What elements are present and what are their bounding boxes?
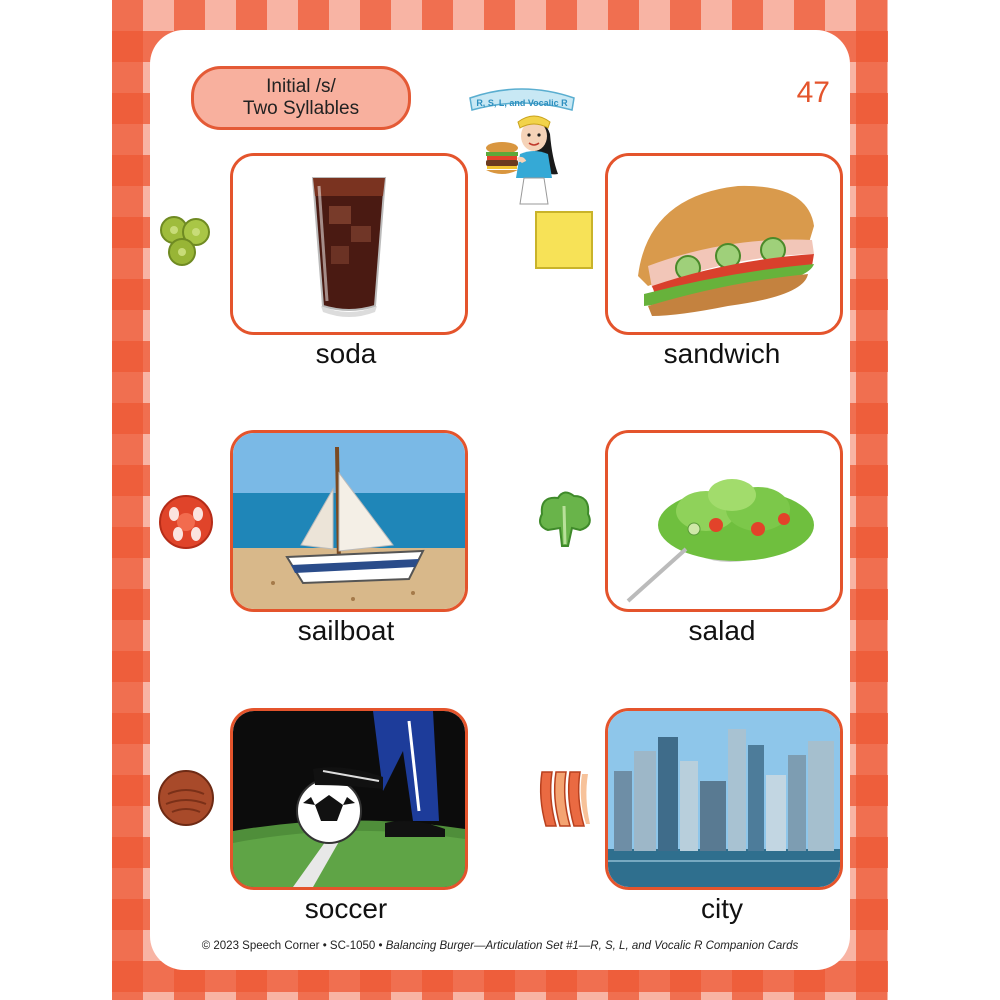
salad-photo xyxy=(605,430,843,612)
soda-glass-icon xyxy=(233,156,465,332)
lettuce-icon xyxy=(532,486,596,550)
soccer-photo xyxy=(230,708,468,890)
chef-girl-icon xyxy=(462,78,582,208)
checkered-border xyxy=(112,0,888,1000)
patty-icon xyxy=(154,766,218,830)
cheese-icon xyxy=(532,208,596,272)
word-soda: soda xyxy=(315,338,377,369)
soccer-ball-icon xyxy=(233,711,465,887)
sailboat-icon xyxy=(233,433,465,609)
sandwich-photo xyxy=(605,153,843,335)
page-number: 47 xyxy=(796,76,830,109)
soda-photo xyxy=(230,153,468,335)
title-line-1: Initial /s/ xyxy=(266,76,336,97)
title-pill xyxy=(191,66,411,130)
city-skyline-icon xyxy=(608,711,840,887)
pickles-icon xyxy=(154,208,218,272)
sandwich-icon xyxy=(608,156,840,332)
logo-text: R, S, L, and Vocalic R xyxy=(476,98,568,108)
footer-credits xyxy=(150,940,850,952)
city-photo xyxy=(605,708,843,890)
logo-chef-girl xyxy=(462,78,582,208)
word-city: city xyxy=(701,893,743,924)
tomato-icon xyxy=(154,490,218,554)
salad-bowl-icon xyxy=(608,433,840,609)
footer-copyright: © 2023 Speech Corner • SC-1050 • xyxy=(201,940,386,952)
word-sailboat: sailboat xyxy=(297,615,395,646)
word-soccer: soccer xyxy=(304,893,388,924)
sailboat-photo xyxy=(230,430,468,612)
card-sheet xyxy=(150,30,850,970)
bacon-icon xyxy=(532,766,596,830)
title-line-2: Two Syllables xyxy=(242,98,360,119)
footer-title: Balancing Burger—Articulation Set #1—R, S, L, and Vocalic R Companion Cards xyxy=(385,940,799,952)
word-salad: salad xyxy=(688,615,756,646)
word-sandwich: sandwich xyxy=(663,338,781,369)
